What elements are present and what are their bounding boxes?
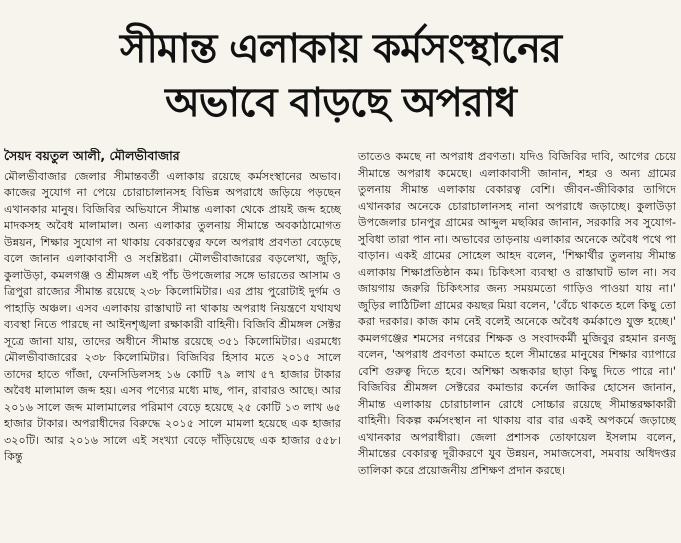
article-text-column-2: তাতেও কমছে না অপরাধ প্রবণতা। যদিও বিজিবির দাবি, আগের চেয়ে সীমান্তে অপরাধ কমেছে। এলাকাবাসী জানান, শহর ও অন্য গ্রামের তুলনায় সীমান্ত এলাকায় বেকারত্ব বেশি। জীবন-জীবিকার তাগিদে এখানকার অনেকে চোরাচালানসহ নানা অপরাধে জড়াচ্ছে। কুলাউড়া উপজেলার চানপুর গ্রামের আব্দুল মছব্বির জানান, সরকারি সব সুযোগ-সুবিধা তারা পান না। অভাবের তাড়নায় এলাকার অনেকে অবৈধ পথে পা বাড়ান। একই গ্রামের সোহেল আহদ বলেন, 'শিক্ষার্থীর তুলনায় সীমান্ত এলাকায় শিক্ষাপ্রতিষ্ঠান কম। চিকিৎসা ব্যবস্থা ও রাস্তাঘাট ভাল না। সব জায়গায় জরুরি চিকিৎসার জন্য সময়মতো গাড়িও পাওয়া যায় না।' জুড়ির লাঠিটিলা গ্রামের কয়ছর মিয়া বলেন, 'বেঁচে থাকতে হলে কিছু তো করা দরকার। কাজ কাম নেই বলেই অনেকে অবৈধ কর্মকাণ্ডে যুক্ত হচ্ছে।' কমলগঞ্জের শমসের নগরের শিক্ষক ও সংবাদকর্মী মুজিবুর রহমান রনজু বলেন, 'অপরাধ প্রবণতা কমাতে হলে সীমান্তের মানুষের শিক্ষার ব্যাপারে বেশি গুরুত্ব দিতে হবে। অশিক্ষা অন্ধকার ছাড়া কিছু দিতে পারে না।' বিজিবির শ্রীমঙ্গল সেক্টরের কমান্ডার কর্নেল জাকির হোসেন জানান, সীমান্ত এলাকায় চোরাচালান রোধে সোচ্চার রয়েছে সীমান্তরক্ষাকারী বাহিনী। বিকল্প কর্মসংস্থান না থাকায় বার বার একই অপকর্মে জড়াচ্ছে এখানকার অপরাধীরা। জেলা প্রশাসক তোফায়েল ইসলাম বলেন, সীমান্তের বেকারত্ব দূরীকরণে যুব উন্নয়ন, সমাজসেবা, সমবায় অধিদপ্তর তালিকা করে প্রয়োজনীয় প্রশিক্ষণ প্রদান করছে। xyxy=(358,150,676,477)
headline xyxy=(0,22,681,130)
headline-line-1: সীমান্ত এলাকায় কর্মসংস্থানের xyxy=(120,26,561,72)
byline: সৈয়দ বয়তুল আলী, মৌলভীবাজার xyxy=(4,148,180,163)
article-text-column-1: মৌলভীবাজার জেলার সীমান্তবর্তী এলাকায় রয়েছে কর্মসংস্থানের অভাব। কাজের সুযোগ না পেয়ে চোরাচালানসহ বিভিন্ন অপরাধে জড়িয়ে পড়ছেন এখানকার মানুষ। বিজিবির অভিযানে সীমান্ত এলাকা থেকে প্রায়ই জব্দ হচ্ছে মাদকসহ অবৈধ মালামাল। অন্য এলাকার তুলনায় সীমান্তে অবকাঠামোগত উন্নয়ন, শিক্ষার সুযোগ না থাকায় বেকারত্বের ফলে অপরাধ প্রবণতা বেড়েছে বলে জানান এলাকাবাসী ও সংশ্লিষ্টরা। মৌলভীবাজারের বড়লেখা, জুড়ি, কুলাউড়া, কমলগঞ্জ ও শ্রীমঙ্গল এই পাঁচ উপজেলার সঙ্গে ভারতের আসাম ও ত্রিপুরা রাজ্যের সীমান্ত রয়েছে ২৩৮ কিলোমিটার। এর প্রায় পুরোটাই দুর্গম ও পাহাড়ি অঞ্চল। এসব এলাকায় রাস্তাঘাট না থাকায় অপরাধ নিয়ন্ত্রণে যথাযথ ব্যবস্থা নিতে পারছে না আইনশৃঙ্খলা রক্ষাকারী বাহিনী। বিজিবি শ্রীমঙ্গল সেক্টর সূত্রে জানা যায়, তাদের অধীনে সীমান্ত রয়েছে ৩৫১ কিলোমিটার। এরমধ্যে মৌলভীবাজারের ২৩৮ কিলোমিটার। বিজিবির হিসাব মতে ২০১৫ সালে তাদের হাতে গাঁজা, ফেনসিডিলসহ ১৬ কোটি ৭৯ লাখ ৫৭ হাজার টাকার অবৈধ মালামাল জব্দ হয়। এসব পণ্যের মধ্যে মাছ, পান, রাবারও আছে। আর ২০১৬ সালে জব্দ মালামালের পরিমাণ বেড়ে হয়েছে ২৫ কোটি ১৩ লাখ ৬৫ হাজার টাকার। অপরাধীদের বিরুদ্ধে ২০১৫ সালে মামলা হয়েছে এক হাজার ৩২০টি। আর ২০১৬ সালে এই সংখ্যা বেড়ে দাঁড়িয়েছে এক হাজার ৫৫৮। কিন্তু xyxy=(4,169,341,463)
article-column-left xyxy=(4,148,341,541)
article-column-right xyxy=(358,149,676,537)
headline-line-2: অভাবে বাড়ছে অপরাধ xyxy=(165,80,516,126)
